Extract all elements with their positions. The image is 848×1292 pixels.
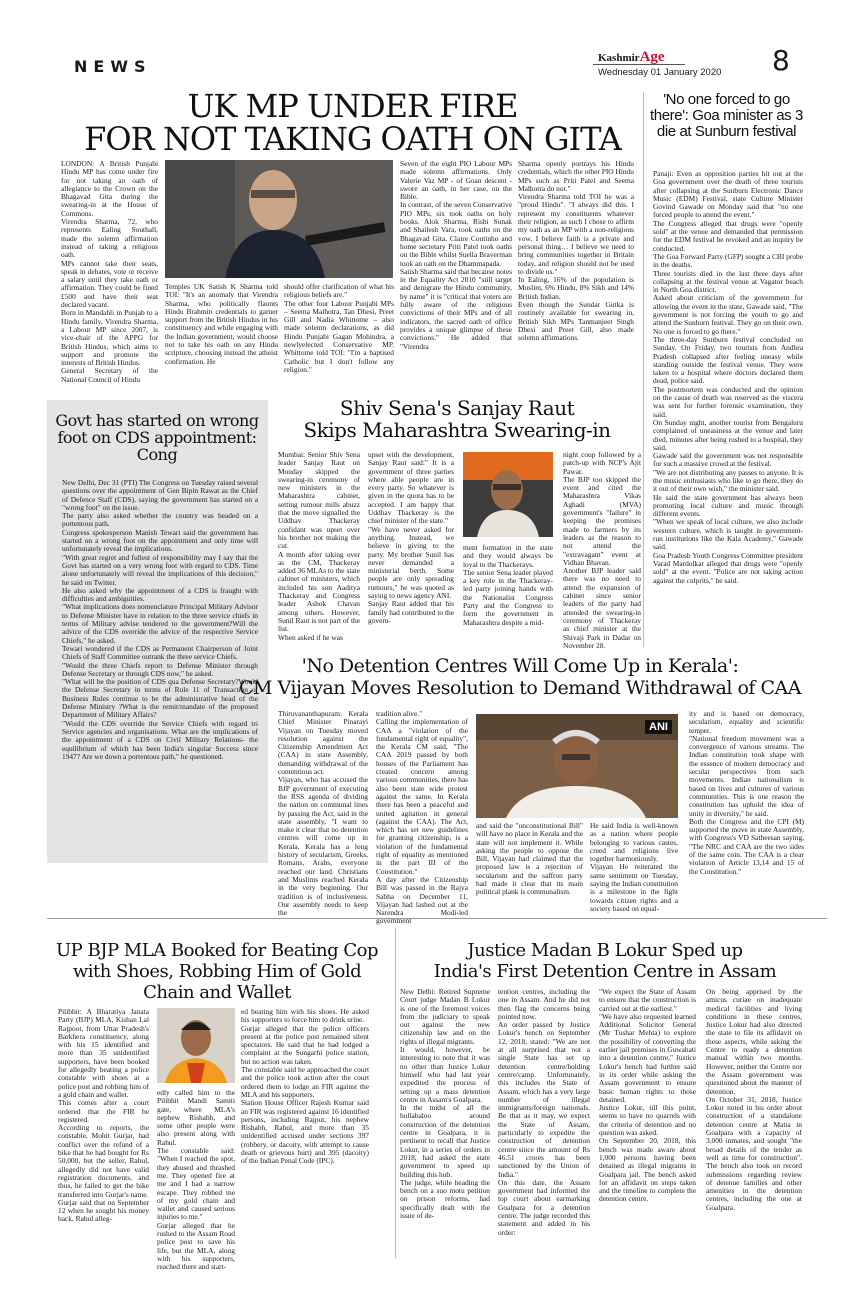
kerala-col1: Thiruvananthapuram: Kerala Chief Minister Pinarayi Vijayan on Tuesday moved resolution against the Citizenship Amendment Act (CAA) in state Assembly, demanding withdrawal of the contentious act. Vijayan, who has accused the BJP government of executing the RSS agenda of dividing the nation on communal lines by passing the Act, said in the state assembly, "I want to make it clear that no detention centres will come up in Kerala. Kerala has a long history of secularism, Greeks, Romans, Arabs, everyone reached our land. Christians and Muslims reached Kerala in the very beginning. Our tradition is of inclusiveness. Our assembly needs to keep the [278,709,368,918]
uk-mp-headline-line2: FOR NOT TAKING OATH ON GITA [84,119,621,158]
uk-mp-photo [165,160,393,278]
uk-mp-col3: should offer clarification of what his religious beliefs are." The other four Labour Punjabi MPs – Seema Malhotra, Tan Dhesi, Preet Gill and Nadia Whittome – also made solemn declarations, as did Hindu Punjabi Gagan Mohindra, a newlyelected Conservative MP. Whittome told TOI: "I'm a baptised Catholic but I don't follow any religion." [284,282,394,374]
ani-watermark: ANI [645,720,672,734]
kerala-col5: ity and is based on democracy, secularism, equality and scientific temper. "National freedom movement was a convergence of various streams. The Indian constitution took shape with the essence of modern democracy and secular perspectives from such movements. Indian nationalism is based on lives and cultures of various communities. This is one reason the constitution has uphold the idea of unity in diversity," he said. Both the Congress and the CPI (M) supported the move in state Assembly, with Congress's VD Satheesan saying, "The NRC and CAA are the two sides of the same coin. The CAA is a clear violation of Article 13,14 and 15 of the Constitution." [689,709,804,876]
lokur-col1: New Delhi: Retired Supreme Court judge Madan B Lokur is one of the foremost voices from the judiciary to speak out against the new citizenship law and on the rights of illegal migrants. It would, however, be interesting to note that it was no other than Justice Lokur himself who had last year expedited the process of setting up a mass detention centre in Assam's Goalpara. In the midst of all the hullabaloo around construction of the detention centre in Goalpara, it is pertinent to recall that Justice Lokur, in a series of orders in 2018, had asked the state government to speed up building this hub. The judge, while heading the bench on a suo motu petition on prison reforms, had specifically dealt with the issue of de- [400,987,490,1221]
goa-headline: 'No one forced to go there': Goa minister as 3 die at Sunburn festival [650,91,803,140]
bjp-photo [157,1008,235,1083]
page-number: 8 [772,44,790,77]
lokur-col2: tention centres, including the one in Assam. And he did not then flag the concerns being pointed now. An order passed by Justice Lokur's bench on September 12, 2018, stated: "We are not at all surprised that not a single State has set up detention centre/holding centre/camp. Unfortunately, this includes the State of Assam, which has a very large number of illegal immigrants/foreign nationals. Be that as it may, we expect the State of Assam, particularly to expedite the construction of detention centre since the amount of Rs 46.51 crores has been sanctioned by the Union of India." On this date, the Assam government had informed the top court about earmarking Goalpara for a detention centre. The judge recorded this statement and added in his order: [498,987,590,1237]
lokur-headline [400,940,810,982]
uk-mp-col2: Temples UK Satish K Sharma told TOI: "It's an anomaly that Virendra Sharma, who politically flaunts Hindu Brahmin credentials to garner support from the British Hindus in his constituency and while engaging with the Indian government, would choose not to take his oath on any Hindu scripture, choosing instead the atheist confirmation. He [165,282,278,366]
section-label: NEWS [74,57,152,76]
masthead-date: Wednesday 01 January 2020 [598,67,722,78]
bjp-headline: UP BJP MLA Booked for Beating Cop with Shoes, Robbing Him of Gold Chain and Wallet [56,940,378,1003]
raut-col2: upset with the development, Sanjay Raut said:" It is a government of three parties where able people are in every party. So whatever is given in the quota has to be accepted. I am happy that Uddhav Thackeray is the chief minister of the state." "We have never asked for anything. Instead, we believe in giving to the party. My brother Sunil has never demanded a ministerial berth. Some people are only spreading rumours," he was quoted as saying to news agency ANI. Sanjay Raut added that his family had contributed to the govern- [368,450,454,625]
kerala-headline-line1: 'No Detention Centres Will Come Up in Kerala': [301,655,739,677]
bjp-col2: edly called him to the Pilibhit Mandi Samiti gate, where MLA's nephew Rishabh, and some other people were also present along with Rahul. The constable said: "When I reached the spot, they abused and thrashed me. They opened fire at me and I had a narrow escape. They robbed me of my gold chain and wallet and caused serious injuries to me." Gurjar alleged that he rushed to the Assam Road police post to save his life, but the MLA, along with his supporters, reached there and start- [157,1088,235,1272]
cds-body: New Delhi, Dec 31 (PTI) The Congress on Tuesday raised several questions over the appointment of Gen Bipin Rawat as the Chief of Defence Staff (CDS), saying the government has started on a "wrong foot" on the issue. The party also asked whether the country was headed on a portentous path. Congress spokesperson Manish Tewari said the government has started on a wrong foot on the appointment and only time will unfortunately reveal the implications. "With great regret and fullest of responsibility may I say that the Govt has started on a very wrong foot with regard to CDS. Time alone unfortunately will reveal the implications of this decision," he said on Twitter. He also asked why the appointment of a CDS is fraught with difficulties and ambiguities. "What implications does nomenclature Principal Military Advisor to Defense Minister have in relation to the three service chiefs in terms of Military advise tendered to the government?Will the advice of the CDS override the advice of the respective Service Chiefs," he asked. Tewari wondered if the CDS as Permanent Chairperson of Joint Chiefs of Staff Committee outrank the three service Chiefs. "Would the three Chiefs report to Defense Minister through Defense Secretary or through CDS now," he asked. "What will be the position of CDS qua Defense Secretary?Would the Defense Secretary in terms of Rule 11 of Transaction of Business Rules continue to be the administrative head of the Defense Ministry ?What is the remit/mandate of the proposed Department of Military Affairs? "Would the CDS override the Service Chiefs with regard tri Service agencies and organisations. What are the implications of the appointment of a CDS on Civil Military Relations- the equilibrium of which has been India's singular Success since 1947? Are we down a portentous path," he questioned. [62,478,258,761]
goa-divider [643,92,644,647]
lokur-headline-line1: Justice Madan B Lokur Sped up [467,940,743,961]
masthead-rule [593,64,685,65]
bjp-col1: Pilibhit: A Bharatiya Janata Party (BJP) MLA, Kishan Lal Rajpoot, from Uttar Pradesh's Barkhera constituency, along with his 15 identified and more than 35 unidentified supporters, have been booked for allegedly beating a police constable with shoes at a police post and robbing him of a gold chain and wallet. This comes after a court ordered that the FIR be registered. According to reports, the constable, Mohit Gurjar, had conflict over the refund of a bike that he had bought for Rs 50,000, but the seller, Rahul, allegedly did not have valid registration documents, and thus, he failed to get the bike transferred into Gurjar's name. Gurjar said that on September 12 when he sought his money back, Rahul alleg- [58,1007,149,1224]
raut-headline-line2: Skips Maharashtra Swearing-in [303,418,611,442]
raut-col4: night coup followed by a patch-up with NCP's Ajit Pawar. The BJP too skipped the event and cited the Maharashtra Vikas Aghadi (MVA) government's "failure" in keeping the promises made to farmers by its leaders as the reason to not attend the "extravagant" event at Vidhan Bhavan. Another BJP leader said there was no need to attend the expansion of cabinet since senior leaders of the party had attended the swearing-in ceremony of Thackeray as chief minister at the Shivaji Park in Dadar on November 28. [563,450,641,650]
goa-body: Panaji: Even as opposition parties hit out at the Goa government over the death of three tourists after collapsing at the Sunburn Electronic Dance Music (EDM) Festival, state Culture Minister Govind Gawade on Monday said that "no one forced people to attend the event." The Congress alleged that drugs were "openly sold" at the venue and demanded that permission for the EDM festival be revoked and an inquiry be conducted. The Goa Forward Party (GFP) sought a CBI probe in the deaths. Three tourists died in the last three days after collapsing at the festival venue at Vagator beach in North Goa district. Asked about criticism of the government for allowing the event in the state, Gawade said, "The government is not forcing the youth to go and attend the Sunburn festival. They go on their own. No one is forced to go there." The three-day Sunburn festival concluded on Sunday. On Friday, two tourists from Andhra Pradesh collapsed after feeling uneasy while standing outside the festival venue. They were taken to a hospital where doctors declared them dead, police said. The postmortem was conducted and the opinion on the cause of death was reserved as the viscera was sent for further forensic examination, they said. On Sunday night, another tourist from Bengaluru complained of uneasiness at the venue and later died, minutes after being rushed to a hospital, they said. Gawade said the government was not responsible for such a massive crowd at the festival. "We are not distributing any passes to anyone. It is the music enthusiasts who like to go there, they do it out of their own wish," the minister said. He said the state government has always been promoting local culture and music through different events. "When we speak of local culture, we also include western culture, which is taught in government-run institutions like the Kala Academy," Gawade said. Goa Pradesh Youth Congress Committee president Varad Mardolkar alleged that drugs were "openly sold" at the event. "Police are not taking action against the culprits," he said. [653,169,803,585]
virendra-sharma-photo [165,160,393,278]
lokur-col4: On being apprised by the amicus curiae on inadequate medical facilities and living conditions in these centres, Justice Lokur had also directed the state to file its affidavit on these aspects, while asking the Centre to ready a detention manual within two months. However, neither the Centre nor the Assam government was questioned about the manner of detention. On October 31, 2018, Justice Lokur noted in his order about construction of a standalone detention centre at Matia in Goalpara with a capacity of 3,000 inmates, and sought "the broad details of the tender as well as time for construction". The bench also took on record submissions regarding review of detenue families and other amenities in the detention centres, including the one at Goalpara. [706,987,802,1212]
kishan-lal-rajpoot-photo [157,1008,235,1083]
kerala-col4: He said India is well-known as a nation where people belonging to various castes, creed and religions live together harmoniously. Vijayan He reiterated the same sentiment on Tuesday, saying the Indian constitution is a milestone in the fight towards citizen rights and a society based on equal- [590,821,678,913]
uk-mp-col1: LONDON: A British Punjabi Hindu MP has come under fire for not taking an oath of allegiance to the Crown on the Bhagavad Gita during the swearing-in at the House of Commons. Virendra Sharma, 72, who represents Ealing Southall, made the solemn affirmation instead of taking a religious oath. MPs cannot take their seats, speak in debates, vote or receive a salary until they take oath or affirmation. They could be fined £500 and have their seat declared vacant. Born in Mandahli in Punjab to a Hindu family, Virendra Sharma, a Labour MP since 2007, is vice-chair of the APPG for British Hindus, which aims to support and promote the interests of British Hindus. General Secretary of the National Council of Hindu [61,159,158,384]
raut-headline [272,397,642,441]
raut-col1: Mumbai: Senior Shiv Sena leader Sanjay Raut on Monday skipped the swearing-in ceremony of new ministers in the Maharashtra cabinet, setting rumour mills abuzz that the move signalled the Uddhav Thackeray confidant was upset over his brother not making the cut. A month after taking over as the CM, Thackeray added 36 MLAs to the state cabinet of ministers, which included his son Aaditya Thackeray and Congress leader Ashok Chavan among others. However, Sunil Raut is not part of the list. When asked if he was [278,450,360,642]
lokur-headline-line2: India's First Detention Centre in Assam [433,961,777,982]
raut-col3: ment formation in the state and they would always be loyal to the Thackerays. The senior Sena leader played a key role in the Thackeray-led party joining hands with the Nationalist Congress Party and the Congress to form the government in Maharashtra despite a mid- [463,543,553,627]
cds-headline: Govt has started on wrong foot on CDS appointment: Cong [55,411,259,464]
uk-mp-headline-line1: UK MP UNDER FIRE [187,87,518,125]
uk-mp-headline [60,87,645,158]
kerala-headline [212,655,828,699]
kerala-col3: and said the "unconstitutional Bill" will have no place in Kerala and the state will not implement it. While asking the people to oppose the Bill, Vijayan had claimed that the proposed law is a rejection of secularism and the saffron party had made it clear that its main political plank is communalism. [476,821,583,897]
brand-age: Age [639,49,665,65]
kerala-headline-line2: CM Vijayan Moves Resolution to Demand Withdrawal of CAA [239,677,801,699]
lokur-col3: "We expect the State of Assam to ensure that the construction is carried out at the earliest." "We have also requested learned Additional Solicitor General (Mr Tushar Mehta) to explore the possibility of converting the earlier jail premises in Guwahati into a detention centre," Justice Lokur's bench had further said in its order while asking the Assam government to ensure basic human rights to those detained. Justice Lokur, till this point, seems to have no quarrels with the criteria of detention and no question was asked. On September 20, 2018, this bench was made aware about 1,000 persons having been detained as illegal migrants in Goalpara jail. The bench asked for an affidavit on steps taken and the timeline to complete the detention centre. [599,987,696,1204]
uk-mp-col4: Seven of the eight PIO Labour MPs made solemn affirmations. Only Valerie Vaz MP - of Goan descent - swore an oath, in her case, on the Bible. In contrast, of the seven Conservative PIO MPs, six took oaths on holy books. Alok Sharma, Rishi Sunak and Shailesh Vara, took oaths on the Bhagavad Gita. Claire Coutinho and home secretary Priti Patel took oaths on the Bible whilst Suella Braverman took an oath on the Dhammapada. Satish Sharma said that because notes in the Equality Act 2010 "still target and denigrate the Hindu community, by name" it is "critical that voters are fully aware of the religious convictions of their MPs and of all indicators, the sacred oath of office provides a unique glimpse of these convictions." He added that "Virendra [400,159,512,351]
brand-kashmir: Kashmir [598,52,640,64]
bottom-column-divider [395,928,396,1258]
bottom-section-rule [47,918,827,919]
sanjay-raut-photo [463,452,553,537]
bjp-col3: ed beating him with his shoes. He asked his supporters to force him to drink urine. Gurjar alleged that the police officers present at the police post remained silent spectators. He said that he had lodged a complaint at the Sungarhi police station, but no action was taken. The constable said he approached the court and the police took action after the court ordered them to lodge an FIR against the MLA and his supporters. Station House Officer Rajesh Kumar said an FIR was registered against 16 identified persons, including Rajput, his nephew Rishabh, Rahul, and more than 35 unidentified accused under sections 397 (robbery, or dacoity, with attempt to cause death or grievous hurt) and 395 (dacoity) of the Indian Penal Code (IPC). [241,1007,369,1166]
uk-mp-col5: Sharma openly portrays his Hindu credentials, which the other PIO Hindu MPs such as Priti Patel and Seema Malhotra do not." Virendra Sharma told TOI he was a "proud Hindu". "I always did this. I represent my constituents whatever their religion, as such I chose to affirm my oath as an MP with a non-religious vow. I believe faith is a private and personal thing… I believe we need to bring communities together in Britain today, and religion should not be used to divide us." In Ealing, 16% of the population is Muslim, 6% Hindu, 8% Sikh and 14% British Indian. Even though the Sundar Gutka is routinely available for swearing in, British Sikh MPs Tanmanjeet Singh Dhesi and Preet Gill, also made solemn affirmations. [518,159,634,343]
kerala-col2: tradition alive." Calling the implementation of CAA a "violation of the fundamental right of equality", the Kerala CM said, "The CAA 2019 passed by both houses of the Parliament has created concern among various communities, there has also been state wide protest against the same. In Kerala there has been a peaceful and united agitation in general (against the CAA). The Act, which has set new guidelines for granting citizenship, is a violation of the fundamental right of equality as mentioned in the part III of the Constitution." A day after the Citizenship Bill was passed in the Rajya Sabha on December 11, Vijayan had lashed out at the Narendra Modi-led government [376,709,468,926]
raut-photo [463,452,553,537]
kerala-photo [476,714,678,818]
raut-headline-line1: Shiv Sena's Sanjay Raut [339,396,575,420]
